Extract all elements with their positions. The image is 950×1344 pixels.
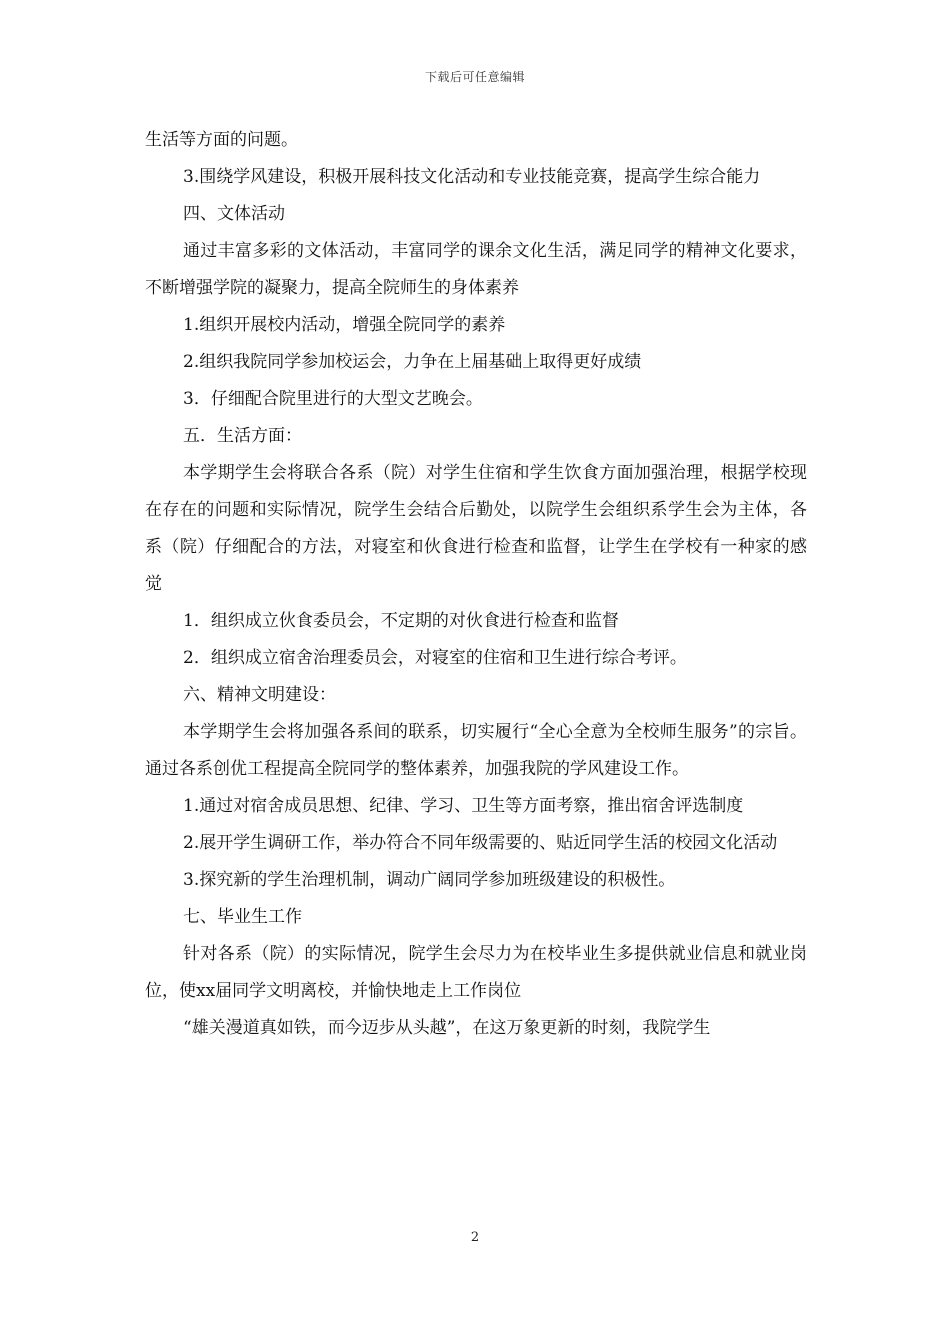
list-item: 2.组织我院同学参加校运会，力争在上届基础上取得更好成绩 xyxy=(183,352,642,372)
list-item: 1．组织成立伙食委员会，不定期的对伙食进行检查和监督 xyxy=(183,611,619,631)
section-heading: 七、毕业生工作 xyxy=(183,907,302,927)
paragraph: 本学期学生会将加强各系间的联系，切实履行“全心全意为全校师生服务”的宗旨。通过各系创优工程提高全院同学的整体素养，加强我院的学风建设工作。 xyxy=(145,722,807,779)
list-item: 2.展开学生调研工作，举办符合不同年级需要的、贴近同学生活的校园文化活动 xyxy=(183,833,778,853)
section-heading: 六、精神文明建设： xyxy=(183,685,336,705)
page-number: 2 xyxy=(470,1230,480,1245)
section-heading: 五．生活方面： xyxy=(183,426,302,446)
section-heading: 四、文体活动 xyxy=(183,204,285,224)
list-item: 3.探究新的学生治理机制，调动广阔同学参加班级建设的积极性。 xyxy=(183,870,676,890)
paragraph: 针对各系（院）的实际情况，院学生会尽力为在校毕业生多提供就业信息和就业岗位，使xx届同学文明离校，并愉快地走上工作岗位 xyxy=(145,944,807,1001)
paragraph: 本学期学生会将联合各系（院）对学生住宿和学生饮食方面加强治理，根据学校现在存在的问题和实际情况，院学生会结合后勤处，以院学生会组织系学生会为主体，各系（院）仔细配合的方法，对寝室和伙食进行检查和监督，让学生在学校有一种家的感觉 xyxy=(145,463,807,594)
paragraph: 3.围绕学风建设，积极开展科技文化活动和专业技能竞赛，提高学生综合能力 xyxy=(183,167,761,187)
list-item: 2．组织成立宿舍治理委员会，对寝室的住宿和卫生进行综合考评。 xyxy=(183,648,687,668)
list-item: 1.通过对宿舍成员思想、纪律、学习、卫生等方面考察，推出宿舍评选制度 xyxy=(183,796,744,816)
paragraph: 生活等方面的问题。 xyxy=(145,130,298,150)
paragraph: “雄关漫道真如铁，而今迈步从头越”，在这万象更新的时刻，我院学生 xyxy=(183,1018,711,1038)
list-item: 1.组织开展校内活动，增强全院同学的素养 xyxy=(183,315,506,335)
list-item: 3．仔细配合院里进行的大型文艺晚会。 xyxy=(183,389,483,409)
page-header: 下载后可任意编辑 xyxy=(424,70,525,84)
paragraph: 通过丰富多彩的文体活动，丰富同学的课余文化生活，满足同学的精神文化要求，不断增强学院的凝聚力，提高全院师生的身体素养 xyxy=(145,241,807,298)
document-body xyxy=(145,122,807,1047)
